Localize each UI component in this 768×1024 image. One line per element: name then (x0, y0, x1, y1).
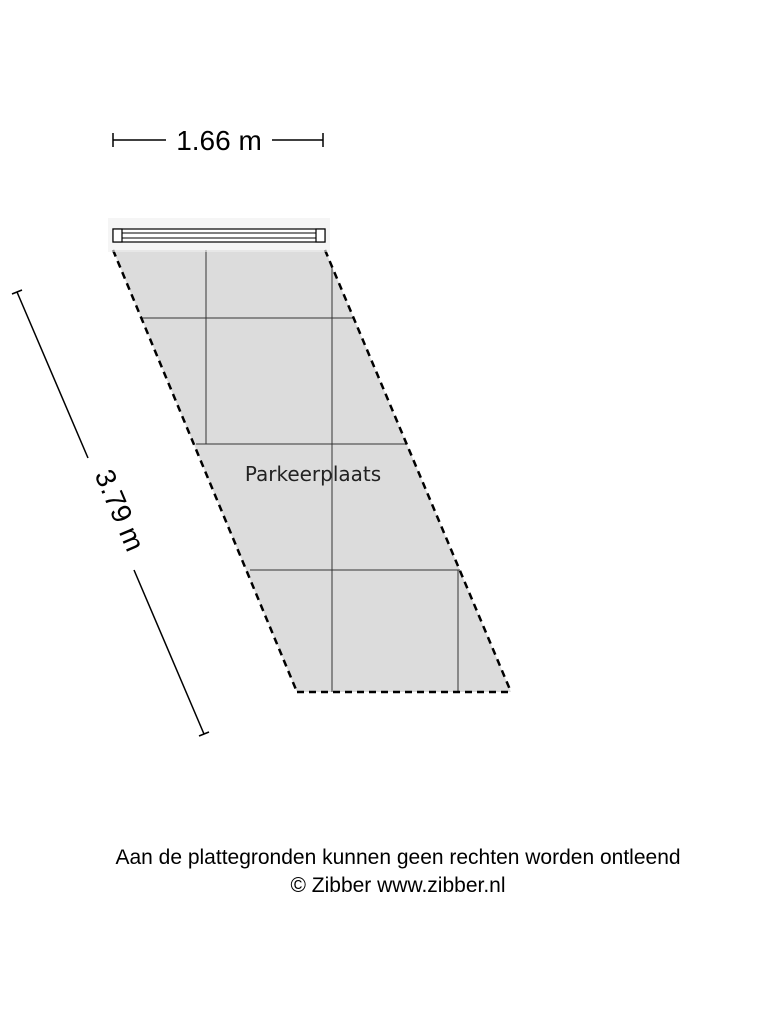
gate (108, 218, 330, 252)
width-dimension-label: 1.66 m (176, 125, 262, 156)
room-label: Parkeerplaats (244, 462, 382, 486)
length-dimension-label: 3.79 m (88, 464, 151, 556)
parking-area (113, 250, 511, 692)
disclaimer-text: Aan de plattegronden kunnen geen rechten worden ontleend (115, 846, 681, 869)
copyright-text: © Zibber www.zibber.nl (290, 874, 506, 897)
width-dimension (113, 125, 323, 156)
